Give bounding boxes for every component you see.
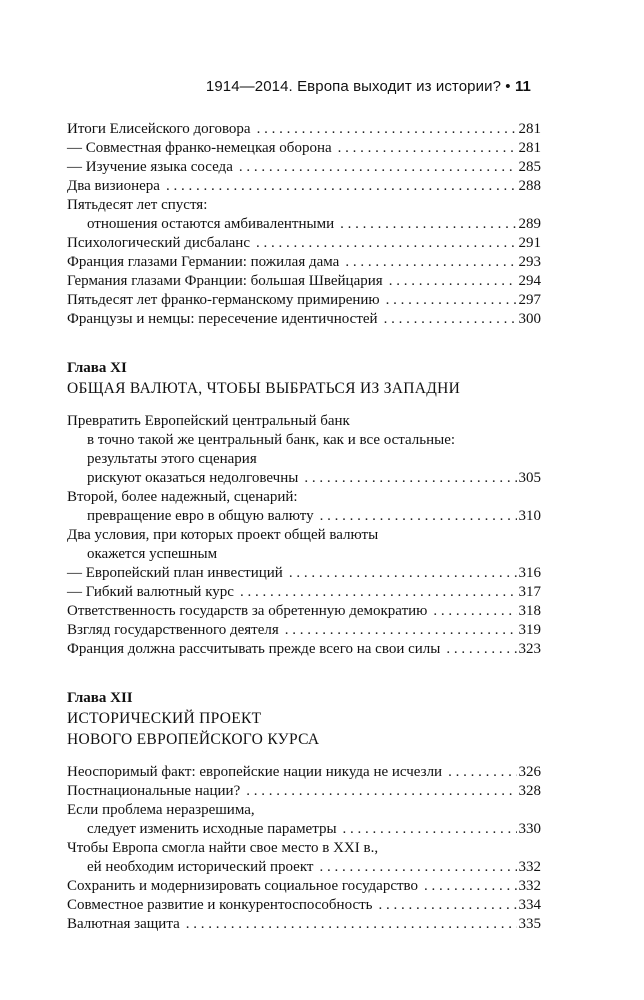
toc-entry-line [67, 877, 541, 896]
toc-entry-line [67, 412, 541, 431]
toc-entry-line [67, 564, 541, 583]
toc-entry-text: следует изменить исходные параметры [87, 821, 337, 837]
dot-leader [448, 763, 516, 782]
chapter-title-line: ОБЩАЯ ВАЛЮТА, ЧТОБЫ ВЫБРАТЬСЯ ИЗ ЗАПАДНИ [67, 380, 461, 397]
dot-leader [289, 564, 517, 583]
toc-entry [67, 640, 541, 659]
dot-leader [239, 158, 517, 177]
chapter-12 [67, 689, 541, 934]
dot-leader [246, 782, 516, 801]
toc-page-number: 289 [518, 216, 541, 232]
toc-section-continued [67, 120, 541, 329]
toc-entry-line [67, 545, 541, 564]
toc-entry-text: — Изучение языка соседа [67, 159, 233, 175]
toc-entry-text: Второй, более надежный, сценарий: [67, 489, 298, 505]
toc-entry-line [67, 291, 541, 310]
toc-entry-text: рискуют оказаться недолговечны [87, 470, 299, 486]
toc-page-number: 335 [518, 916, 541, 932]
toc-entry-text: Превратить Европейский центральный банк [67, 413, 350, 429]
toc-entry-text: Два визионера [67, 178, 160, 194]
dot-leader [389, 272, 517, 291]
toc-entry [67, 526, 541, 564]
toc-page-number: 332 [518, 878, 541, 894]
toc-entry-text: Французы и немцы: пересечение идентичностей [67, 311, 378, 327]
toc-entry-text: — Европейский план инвестиций [67, 565, 283, 581]
dot-leader [186, 915, 517, 934]
chapter-label: Глава XI [67, 360, 127, 376]
toc-entry-line [67, 253, 541, 272]
dot-leader [256, 234, 517, 253]
toc-page-number: 332 [518, 859, 541, 875]
toc-page-number: 317 [518, 584, 541, 600]
toc-page-number: 318 [518, 603, 541, 619]
dot-leader [338, 139, 517, 158]
toc-entry [67, 412, 541, 488]
toc-page-number: 294 [518, 273, 541, 289]
toc-entry [67, 621, 541, 640]
toc-entry [67, 253, 541, 272]
toc-entry [67, 272, 541, 291]
toc-entry [67, 139, 541, 158]
chapter-11 [67, 359, 541, 659]
dot-leader [345, 253, 516, 272]
toc-entry [67, 234, 541, 253]
dot-leader [379, 896, 517, 915]
toc-entry-text: Неоспоримый факт: европейские нации никуда не исчезли [67, 764, 443, 780]
toc-entry-text: Психологический дисбаланс [67, 235, 250, 251]
toc-entry-text: Сохранить и модернизировать социальное государство [67, 878, 419, 894]
toc-entry-line [67, 431, 541, 450]
toc-page-number: 297 [518, 292, 541, 308]
running-head [206, 78, 531, 95]
toc-entry-text: Два условия, при которых проект общей валюты [67, 527, 379, 543]
dot-leader [304, 469, 516, 488]
toc-entry-text: Постнациональные нации? [67, 783, 241, 799]
toc-page-number: 281 [518, 121, 541, 137]
toc-entry [67, 782, 541, 801]
dot-leader [166, 177, 517, 196]
toc-entry [67, 291, 541, 310]
toc-page-number: 291 [518, 235, 541, 251]
toc-entry [67, 896, 541, 915]
toc-entry-text: в точно такой же центральный банк, как и все остальные: [87, 432, 456, 448]
chapter-entries [67, 763, 541, 934]
toc-page-number: 316 [518, 565, 541, 581]
chapter-title-line: ИСТОРИЧЕСКИЙ ПРОЕКТ [67, 710, 262, 727]
toc-page-number: 305 [518, 470, 541, 486]
toc-entry [67, 564, 541, 583]
dot-leader [285, 621, 517, 640]
toc-entry-line [67, 234, 541, 253]
toc-entry-line [67, 215, 541, 234]
toc-page-number: 319 [518, 622, 541, 638]
toc-entry [67, 158, 541, 177]
toc-entry-text: превращение евро в общую валюту [87, 508, 314, 524]
dot-leader [320, 858, 517, 877]
toc-page-number: 328 [518, 783, 541, 799]
toc-entry-text: Пятьдесят лет спустя: [67, 197, 208, 213]
toc-entry [67, 915, 541, 934]
toc-entry-text: Если проблема неразрешима, [67, 802, 255, 818]
toc-page-number: 293 [518, 254, 541, 270]
toc-entry-text: Ответственность государств за обретенную демократию [67, 603, 428, 619]
toc-entry-line [67, 640, 541, 659]
toc-page-number: 288 [518, 178, 541, 194]
toc-entry-text: Франция глазами Германии: пожилая дама [67, 254, 340, 270]
toc-entry-line [67, 915, 541, 934]
toc-entry [67, 310, 541, 329]
dot-leader [386, 291, 517, 310]
toc-entry-text: результаты этого сценария [87, 451, 257, 467]
dot-leader [257, 120, 517, 139]
toc-entry-line [67, 310, 541, 329]
toc-entry-line [67, 272, 541, 291]
toc-entry-line [67, 602, 541, 621]
toc-entry [67, 877, 541, 896]
chapter-title-line: НОВОГО ЕВРОПЕЙСКОГО КУРСА [67, 731, 320, 748]
toc-page-number: 334 [518, 897, 541, 913]
toc-entry-line [67, 782, 541, 801]
dot-leader [340, 215, 516, 234]
chapter-entries [67, 412, 541, 659]
toc-entry [67, 839, 541, 877]
toc-entry-line [67, 763, 541, 782]
running-title: 1914—2014. Европа выходит из истории? • [205, 78, 511, 95]
toc-entry-text: Германия глазами Франции: большая Швейцария [67, 273, 383, 289]
dot-leader [320, 507, 517, 526]
chapter-label: Глава XII [67, 690, 133, 706]
toc-entry-line [67, 488, 541, 507]
toc-entry-text: Совместное развитие и конкурентоспособность [67, 897, 373, 913]
toc-entry [67, 763, 541, 782]
toc-page-number: 281 [518, 140, 541, 156]
toc-entry-line [67, 820, 541, 839]
toc-entry-text: — Совместная франко-немецкая оборона [67, 140, 332, 156]
toc-entry [67, 488, 541, 526]
toc-entry-line [67, 120, 541, 139]
toc-page-number: 310 [518, 508, 541, 524]
toc-entry-text: окажется успешным [87, 546, 218, 562]
toc-page-number: 323 [518, 641, 541, 657]
toc-entry-line [67, 450, 541, 469]
toc-entry-text: Валютная защита [67, 916, 180, 932]
toc-entry-text: Франция должна рассчитывать прежде всего на свои силы [67, 641, 441, 657]
toc-entry-line [67, 196, 541, 215]
toc-entry-text: — Гибкий валютный курс [67, 584, 234, 600]
dot-leader [240, 583, 517, 602]
toc-entry-text: Чтобы Европа смогла найти свое место в XXI в., [67, 840, 379, 856]
toc-page-number: 330 [518, 821, 541, 837]
toc-page-number: 300 [518, 311, 541, 327]
toc-entry-line [67, 177, 541, 196]
toc-entry-line [67, 896, 541, 915]
toc-entry-text: Пятьдесят лет франко-германскому примирению [67, 292, 380, 308]
toc-content [67, 120, 541, 934]
toc-entry [67, 177, 541, 196]
toc-entry-line [67, 139, 541, 158]
toc-entry-line [67, 583, 541, 602]
dot-leader [446, 640, 516, 659]
toc-entry-line [67, 839, 541, 858]
toc-entry-line [67, 621, 541, 640]
toc-entry-text: Взгляд государственного деятеля [67, 622, 279, 638]
toc-entry-line [67, 858, 541, 877]
toc-entry-line [67, 526, 541, 545]
dot-leader [433, 602, 516, 621]
dot-leader [343, 820, 517, 839]
toc-entry-line [67, 507, 541, 526]
toc-entry [67, 602, 541, 621]
page-number: 11 [514, 78, 531, 95]
dot-leader [384, 310, 517, 329]
toc-entry [67, 120, 541, 139]
toc-entry [67, 583, 541, 602]
toc-entry [67, 801, 541, 839]
toc-entry-text: Итоги Елисейского договора [67, 121, 251, 137]
toc-page-number: 326 [518, 764, 541, 780]
toc-entry [67, 196, 541, 234]
toc-page-number: 285 [518, 159, 541, 175]
dot-leader [424, 877, 516, 896]
toc-entry-text: отношения остаются амбивалентными [87, 216, 335, 232]
toc-entry-line [67, 801, 541, 820]
toc-entry-line [67, 469, 541, 488]
toc-entry-line [67, 158, 541, 177]
toc-entry-text: ей необходим исторический проект [87, 859, 314, 875]
